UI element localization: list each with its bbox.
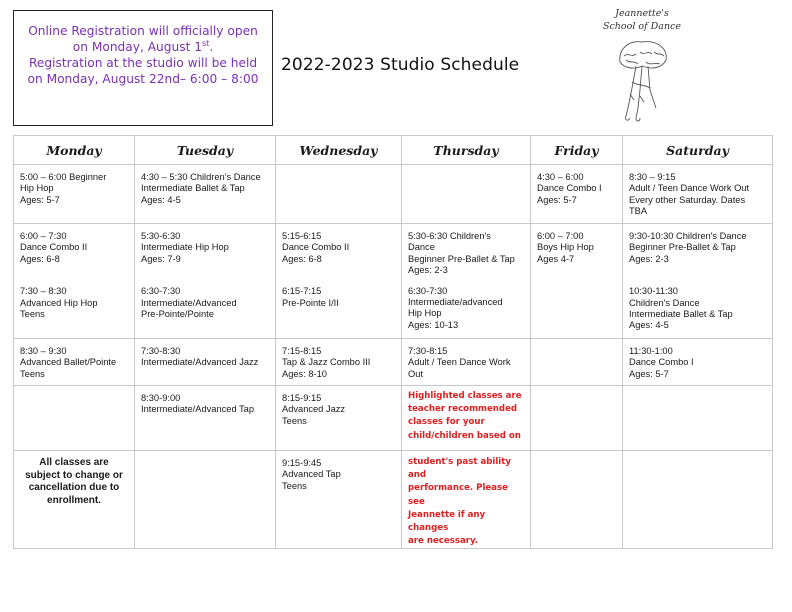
registration-line-2-end: . — [209, 40, 214, 54]
class-block: 8:30 – 9:15 Adult / Teen Dance Work Out Every other Saturday. Dates TBA — [629, 172, 750, 217]
class-block: 7:30 – 8:30 Advanced Hip Hop Teens — [20, 286, 98, 320]
registration-line-2-text: on Monday, August 1 — [72, 40, 202, 54]
class-block: 11:30-1:00 Dance Combo I Ages: 5-7 — [629, 346, 694, 379]
class-block: 5:30-6:30 Intermediate Hip Hop Ages: 7-9 — [141, 231, 229, 264]
class-block: 8:15-9:15 Advanced Jazz Teens — [282, 393, 346, 426]
cell-wednesday — [276, 224, 402, 339]
registration-line-1: Online Registration will officially open — [28, 24, 258, 38]
cell-monday — [14, 339, 135, 386]
class-block: 6:00 – 7:00 Boys Hip Hop Ages 4-7 — [537, 231, 594, 264]
class-block: 7:15-8:15 Tap & Jazz Combo III Ages: 8-10 — [282, 346, 371, 379]
cell-tuesday — [135, 165, 276, 224]
schedule-row — [14, 451, 773, 549]
class-block: 9:30-10:30 Children's Dance Beginner Pre-Ballet & Tap Ages: 2-3 — [629, 231, 747, 264]
cell-wednesday — [276, 451, 402, 549]
highlighted-classes-note: Highlighted classes are teacher recommended classes for your child/children based on — [408, 391, 522, 441]
ballerina-illustration — [596, 4, 688, 132]
class-block: 8:30 – 9:30 Advanced Ballet/Pointe Teens — [20, 346, 117, 379]
cell-thursday — [402, 451, 531, 549]
cell-monday — [14, 224, 135, 339]
header-tuesday: Tuesday — [135, 136, 276, 165]
cell-saturday — [623, 339, 773, 386]
class-block: 7:30-8:30 Intermediate/Advanced Jazz — [141, 346, 259, 368]
registration-line-3: Registration at the studio will be held — [28, 56, 258, 70]
class-block: 6:15-7:15 Pre-Pointe I/II — [282, 286, 339, 308]
registration-notice-box — [13, 10, 273, 126]
header-monday: Monday — [14, 136, 135, 165]
schedule-row — [14, 224, 773, 339]
cell-thursday — [402, 224, 531, 339]
schedule-table — [13, 135, 773, 549]
cell-wednesday — [276, 386, 402, 451]
cell-thursday — [402, 165, 531, 224]
page-title: 2022-2023 Studio Schedule — [281, 55, 520, 75]
cell-tuesday — [135, 451, 276, 549]
cell-monday — [14, 165, 135, 224]
class-block: 5:15-6:15 Dance Combo II Ages: 6-8 — [282, 231, 350, 264]
class-block: 5:00 – 6:00 Beginner Hip Hop Ages: 5-7 — [20, 172, 107, 205]
class-block: 6:00 – 7:30 Dance Combo II Ages: 6-8 — [20, 231, 88, 264]
cell-saturday — [623, 386, 773, 451]
class-block: 4:30 – 5:30 Children's Dance Intermediate Ballet & Tap Ages: 4-5 — [141, 172, 261, 205]
schedule-row — [14, 339, 773, 386]
schedule-row — [14, 165, 773, 224]
class-block: 8:30-9:00 Intermediate/Advanced Tap — [141, 393, 255, 415]
day-header-row — [14, 136, 773, 165]
header-wednesday: Wednesday — [276, 136, 402, 165]
school-logo — [596, 4, 688, 132]
cell-thursday — [402, 339, 531, 386]
schedule-change-note: All classes are subject to change or cancellation due to enrollment. — [25, 457, 123, 506]
cell-saturday — [623, 165, 773, 224]
cell-friday — [531, 451, 623, 549]
class-block: 10:30-11:30 Children's Dance Intermediate Ballet & Tap Ages: 4-5 — [629, 286, 733, 331]
cell-thursday — [402, 386, 531, 451]
registration-line-2 — [20, 39, 266, 55]
cell-monday — [14, 386, 135, 451]
cell-friday — [531, 165, 623, 224]
cell-tuesday — [135, 339, 276, 386]
registration-line-2-sup: st — [202, 38, 210, 48]
header-saturday: Saturday — [623, 136, 773, 165]
logo-line-1: Jeannette's — [615, 8, 669, 19]
highlighted-classes-note-continued: student's past ability and performance. Please see Jeannette if any changes are necessary. — [408, 457, 511, 547]
class-block: 6:30-7:30 Intermediate/Advanced Pre-Pointe/Pointe — [141, 286, 237, 320]
cell-tuesday — [135, 386, 276, 451]
cell-saturday — [623, 224, 773, 339]
class-block: 9:15-9:45 Advanced Tap Teens — [282, 458, 341, 491]
schedule-row — [14, 386, 773, 451]
cell-tuesday — [135, 224, 276, 339]
class-block: 5:30-6:30 Children's Dance Beginner Pre-Ballet & Tap Ages: 2-3 — [408, 231, 515, 276]
header-thursday: Thursday — [402, 136, 531, 165]
class-block: 4:30 – 6:00 Dance Combo I Ages: 5-7 — [537, 172, 602, 205]
registration-line-4: on Monday, August 22nd– 6:00 – 8:00 — [27, 72, 259, 86]
class-block: 6:30-7:30 Intermediate/advanced Hip Hop Ages: 10-13 — [408, 285, 503, 330]
cell-wednesday — [276, 339, 402, 386]
cell-saturday — [623, 451, 773, 549]
class-block: 7:30-8:15 Adult / Teen Dance Work Out — [408, 346, 511, 379]
cell-wednesday — [276, 165, 402, 224]
header-friday: Friday — [531, 136, 623, 165]
cell-friday — [531, 224, 623, 339]
logo-line-2: School of Dance — [602, 21, 682, 32]
cell-monday — [14, 451, 135, 549]
cell-friday — [531, 339, 623, 386]
cell-friday — [531, 386, 623, 451]
